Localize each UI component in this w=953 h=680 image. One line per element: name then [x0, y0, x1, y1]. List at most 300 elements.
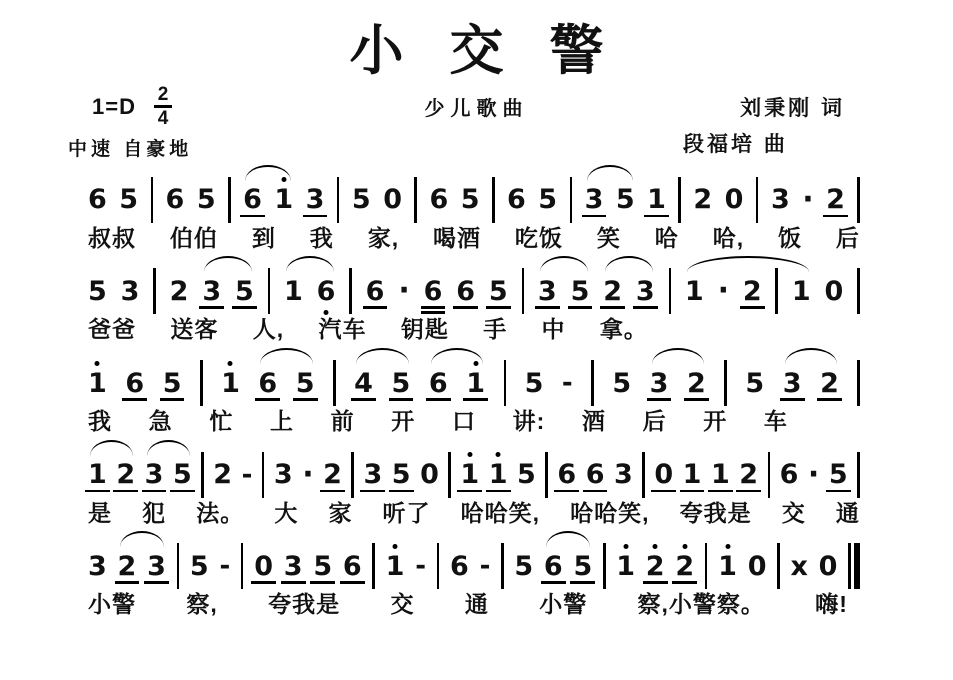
note: 1: [284, 275, 303, 307]
lyric-syllable: 到: [251, 224, 276, 251]
time-signature-denominator: 4: [157, 107, 169, 129]
underline-beam: [826, 490, 851, 493]
rest-note: 0: [420, 459, 439, 491]
barline: [857, 452, 860, 498]
underline-beam: [310, 581, 335, 584]
lyrics-line-1: [88, 225, 860, 253]
underline-beam: [535, 306, 560, 309]
underline-beam: [115, 581, 140, 584]
underline-beam: [199, 306, 224, 309]
lyric-syllable: 我: [309, 224, 334, 251]
barline: [153, 268, 156, 314]
barline: [349, 268, 352, 314]
note: 5: [514, 550, 534, 582]
slur-arc: [652, 348, 704, 364]
underline-beam: [240, 215, 265, 218]
underline-beam: [453, 306, 478, 309]
underline-beam: [486, 490, 511, 493]
octave-dot-above: [467, 452, 472, 457]
octave-dot-above: [682, 544, 687, 549]
note: 2: [739, 461, 758, 488]
note: 5: [612, 367, 632, 399]
barline: [678, 177, 681, 223]
lyrics-line-3: [88, 408, 788, 436]
rest-note: 0: [254, 553, 273, 580]
note: 2: [693, 184, 713, 216]
underline-beam: [647, 398, 672, 401]
note: 2: [687, 370, 706, 397]
augmentation-dot: ·: [398, 273, 410, 309]
lyric-syllable: 哈哈笑,: [570, 499, 650, 526]
duration-dash: -: [241, 459, 253, 490]
barline: [669, 268, 672, 314]
barline: [262, 452, 265, 498]
lyric-syllable: 中: [541, 316, 566, 343]
underline-beam: [541, 581, 566, 584]
note: 5: [489, 278, 508, 305]
barline: [724, 360, 727, 406]
slur-arc: [546, 531, 590, 547]
lyrics-line-5: [88, 591, 848, 619]
underline-beam: [600, 306, 625, 309]
lyric-syllable: 犯: [142, 499, 167, 526]
underline-beam: [426, 398, 451, 401]
note: 6: [779, 459, 799, 491]
note: 5: [829, 461, 848, 488]
underline-beam: [232, 306, 257, 309]
note: 3: [145, 461, 164, 488]
lyric-syllable: 哈哈笑,: [460, 499, 541, 526]
octave-dot-above: [623, 544, 628, 549]
note: 1: [683, 461, 702, 488]
slur-arc: [286, 256, 334, 272]
meta-row-2: [0, 128, 953, 161]
note: 1: [88, 370, 107, 397]
underline-beam: [255, 398, 280, 401]
underline-beam: [643, 581, 668, 584]
barline: [857, 177, 860, 223]
lyric-syllable: 急: [148, 408, 173, 435]
underline-beam: [568, 306, 593, 309]
note: 6: [586, 461, 605, 488]
slur-arc: [120, 531, 164, 547]
underline-beam: [160, 398, 185, 401]
notation-line-3: [88, 364, 860, 402]
note: 1: [221, 370, 240, 397]
augmentation-dot: ·: [717, 273, 729, 309]
underline-beam: [736, 490, 761, 493]
note: 6: [557, 461, 576, 488]
rest-note: 0: [383, 184, 402, 216]
lyric-syllable: 前: [330, 408, 355, 435]
underline-beam: [170, 490, 195, 493]
note: 6: [424, 278, 443, 305]
barline: [351, 452, 354, 498]
note: 3: [614, 459, 633, 491]
underline-beam: [708, 490, 733, 493]
note: 2: [603, 278, 622, 305]
octave-dot-above: [393, 544, 398, 549]
song-title: 小交警: [349, 21, 650, 81]
underline-beam: [582, 215, 607, 218]
note: 5: [88, 275, 107, 307]
note: 2: [743, 278, 762, 305]
barline: [777, 543, 780, 589]
duration-dash: -: [219, 551, 231, 582]
lyric-syllable: 家: [328, 499, 353, 526]
meta-row: [0, 85, 953, 128]
duration-dash: -: [415, 551, 427, 582]
slur-arc: [260, 348, 313, 364]
note: 3: [783, 370, 802, 397]
barline: [437, 543, 440, 589]
augmentation-dot: ·: [302, 456, 314, 492]
octave-dot-below: [324, 310, 329, 315]
note: 5: [351, 184, 371, 216]
slur-arc: [687, 256, 809, 272]
note: 2: [213, 459, 233, 491]
final-barline: [848, 543, 860, 589]
note: 5: [460, 184, 480, 216]
slur-arc: [356, 348, 409, 364]
note: 4: [354, 370, 373, 397]
note: 1: [647, 186, 666, 213]
lyric-syllable: 我: [88, 408, 112, 435]
lyric-syllable: 家,: [367, 224, 400, 251]
underline-beam: [389, 398, 414, 401]
lyric-syllable: 通: [835, 499, 860, 526]
underline-beam: [113, 490, 138, 493]
note: 1: [684, 275, 704, 307]
rest-note: 0: [747, 550, 767, 582]
underline-beam: [463, 398, 488, 401]
note: 6: [544, 553, 563, 580]
note: 6: [125, 370, 144, 397]
barline: [501, 543, 504, 589]
note: 5: [524, 367, 544, 399]
note: 3: [636, 278, 655, 305]
note: 6: [243, 186, 262, 213]
note: 2: [118, 553, 137, 580]
note: 2: [169, 275, 189, 307]
tempo-marking: 中速 自豪地: [68, 138, 193, 160]
note: 5: [538, 184, 558, 216]
note: 2: [820, 370, 839, 397]
augmentation-dot: ·: [802, 181, 814, 217]
lyric-syllable: 酒: [581, 408, 606, 435]
time-signature: [154, 85, 172, 128]
barline: [603, 543, 606, 589]
song-genre: 少儿歌曲: [424, 98, 529, 121]
note: 1: [386, 553, 405, 580]
barline: [522, 268, 525, 314]
note: 1: [88, 461, 107, 488]
lyric-syllable: 小警: [88, 591, 136, 618]
lyric-syllable: 哈: [654, 224, 679, 251]
underline-beam: [360, 490, 385, 493]
underline-beam: [320, 490, 345, 493]
octave-dot-above: [725, 544, 730, 549]
slur-arc: [431, 348, 483, 364]
lyric-syllable: 车: [763, 408, 788, 435]
note: 3: [363, 461, 382, 488]
slur-arc: [587, 165, 633, 181]
note: 1: [460, 461, 479, 488]
key-signature: 1=D: [92, 93, 136, 119]
note: 3: [88, 550, 107, 582]
lyrics-line-2: [88, 316, 648, 344]
note: 1: [274, 186, 293, 213]
underline-beam: [303, 215, 328, 218]
lyric-syllable: 汽车: [318, 316, 367, 343]
barline: [268, 268, 271, 314]
underline-beam: [780, 398, 805, 401]
lyric-syllable: 察,: [186, 591, 218, 618]
note: 2: [646, 553, 665, 580]
lyric-syllable: 钥匙: [400, 316, 449, 343]
lyric-syllable: 讲:: [512, 408, 546, 435]
lyric-syllable: 察,小警察。: [637, 591, 765, 618]
barline: [201, 452, 204, 498]
lyric-syllable: 通: [464, 591, 489, 618]
note: 3: [650, 370, 669, 397]
note: 5: [571, 278, 590, 305]
note: 5: [196, 184, 216, 216]
underline-beam: [680, 490, 705, 493]
note: 6: [165, 184, 185, 216]
barline: [372, 543, 375, 589]
underline-beam: [633, 306, 658, 309]
notation-systems: [88, 181, 860, 619]
lyric-syllable: 后: [642, 408, 667, 435]
lyric-syllable: 大: [274, 499, 299, 526]
note: 3: [770, 184, 790, 216]
lyric-syllable: 后: [835, 224, 860, 251]
lyric-syllable: 忙: [209, 408, 234, 435]
note: 5: [517, 459, 536, 491]
underline-beam: [583, 490, 608, 493]
underline-beam: [421, 306, 446, 309]
underline-beam: [644, 215, 669, 218]
lyric-syllable: 是: [88, 499, 112, 526]
note: 6: [456, 278, 475, 305]
note: 3: [120, 275, 140, 307]
note: 3: [306, 186, 325, 213]
key-and-time: [0, 85, 270, 128]
lyric-syllable: 送客: [170, 316, 219, 343]
octave-dot-above: [653, 544, 658, 549]
note: 1: [718, 553, 737, 580]
note: 6: [507, 184, 526, 216]
notation-line-2: [88, 272, 860, 310]
barline: [448, 452, 451, 498]
underline-beam: [281, 581, 306, 584]
lyric-syllable: 爸爸: [88, 316, 136, 343]
underline-beam: [486, 306, 511, 309]
rest-note: 0: [824, 275, 844, 307]
barline: [241, 543, 244, 589]
notation-line-5: [88, 547, 860, 585]
lyricist-credit: 刘秉刚 词: [740, 96, 845, 120]
underline-beam: [351, 398, 376, 401]
slur-arc: [785, 348, 837, 364]
lyric-syllable: 哈,: [712, 224, 745, 251]
rest-note: 0: [724, 184, 744, 216]
duration-dash: -: [561, 368, 573, 399]
note: 6: [88, 184, 107, 216]
composer-credit: 段福培 曲: [683, 132, 788, 156]
note: 5: [615, 184, 635, 216]
note: 2: [675, 553, 694, 580]
lyric-syllable: 开: [703, 408, 728, 435]
underline-beam: [672, 581, 697, 584]
lyric-syllable: 嗨!: [815, 591, 848, 618]
lyric-syllable: 吃饭: [514, 224, 563, 251]
lyrics-line-4: [88, 500, 860, 528]
note: 1: [489, 461, 508, 488]
note: 6: [258, 370, 277, 397]
augmentation-dot: ·: [807, 456, 820, 492]
barline: [337, 177, 340, 223]
lyric-syllable: 夸我是: [268, 591, 341, 618]
notation-line-4: [88, 456, 860, 494]
barline: [228, 177, 231, 223]
lyric-syllable: 小警: [539, 591, 588, 618]
barline: [200, 360, 203, 406]
slur-arc: [204, 256, 252, 272]
note: 2: [116, 461, 135, 488]
note: 5: [573, 553, 592, 580]
barline: [857, 360, 860, 406]
note: 6: [343, 553, 362, 580]
underline-beam: [651, 490, 676, 493]
note: 5: [235, 278, 254, 305]
underline-beam: [740, 306, 765, 309]
lyric-syllable: 法。: [196, 499, 245, 526]
note: 6: [366, 278, 385, 305]
slur-arc: [245, 165, 291, 181]
percussion-note: x: [790, 550, 808, 582]
note: 1: [791, 275, 811, 307]
note: 3: [147, 553, 166, 580]
note: 3: [202, 278, 221, 305]
note: 5: [392, 461, 411, 488]
slur-arc: [605, 256, 653, 272]
slur-arc: [147, 440, 190, 456]
lyric-syllable: 伯伯: [169, 224, 218, 251]
lyric-syllable: 拿。: [599, 316, 648, 343]
underline-beam: [389, 490, 414, 493]
underline-beam: [823, 215, 848, 218]
lyric-syllable: 上: [269, 408, 294, 435]
octave-dot-above: [496, 452, 501, 457]
underline-beam: [457, 490, 482, 493]
barline: [591, 360, 594, 406]
underline-beam: [293, 398, 318, 401]
note: 5: [173, 461, 192, 488]
lyric-syllable: 饭: [778, 224, 802, 251]
underline-beam: [554, 490, 579, 493]
barline: [333, 360, 336, 406]
barline: [545, 452, 548, 498]
note: 5: [313, 553, 332, 580]
lyric-syllable: 笑: [596, 224, 621, 251]
barline: [775, 268, 778, 314]
barline: [151, 177, 154, 223]
note: 5: [296, 370, 315, 397]
lyric-syllable: 开: [391, 408, 416, 435]
note: 3: [585, 186, 604, 213]
underline-beam: [570, 581, 595, 584]
note: 6: [450, 550, 469, 582]
slur-arc: [540, 256, 588, 272]
underline-beam: [85, 490, 110, 493]
lyric-syllable: 叔叔: [88, 224, 136, 251]
rest-note: 0: [654, 461, 673, 488]
lyric-syllable: 听了: [382, 499, 431, 526]
barline: [705, 543, 708, 589]
octave-dot-above: [95, 361, 100, 366]
lyric-syllable: 手: [483, 316, 508, 343]
underline-beam: [684, 398, 709, 401]
barline: [642, 452, 645, 498]
lyric-syllable: 人,: [252, 316, 285, 343]
underline-beam: [817, 398, 842, 401]
note: 2: [826, 186, 845, 213]
barline: [177, 543, 180, 589]
lyric-syllable: 交: [781, 499, 806, 526]
time-signature-numerator: 2: [157, 84, 169, 106]
note: 1: [466, 370, 485, 397]
barline: [756, 177, 759, 223]
lyric-syllable: 口: [451, 408, 476, 435]
underline-beam: [144, 581, 169, 584]
note: 6: [317, 278, 336, 305]
note: 5: [163, 370, 182, 397]
barline: [492, 177, 495, 223]
barline: [570, 177, 573, 223]
note: 5: [392, 370, 411, 397]
underline-beam: [122, 398, 147, 401]
lyric-syllable: 喝酒: [433, 224, 481, 251]
notation-line-1: [88, 181, 860, 219]
lyric-syllable: 夸我是: [679, 499, 752, 526]
slur-arc: [90, 440, 133, 456]
note: 6: [429, 370, 448, 397]
note: 3: [284, 553, 303, 580]
note: 1: [711, 461, 730, 488]
note: 3: [273, 459, 293, 491]
note: 3: [538, 278, 557, 305]
lyric-syllable: 交: [390, 591, 415, 618]
note: 5: [745, 367, 765, 399]
barline: [857, 268, 860, 314]
note: 5: [119, 184, 139, 216]
underline-beam: [340, 581, 365, 584]
octave-dot-above: [228, 361, 233, 366]
note: 6: [429, 184, 449, 216]
note: 2: [323, 461, 342, 488]
underline-beam: [251, 581, 276, 584]
note: 5: [189, 550, 209, 582]
barline: [768, 452, 771, 498]
barline: [504, 360, 507, 406]
note: 1: [616, 553, 635, 580]
underline-beam: [421, 311, 446, 314]
duration-dash: -: [479, 551, 491, 582]
underline-beam: [363, 306, 388, 309]
barline: [414, 177, 417, 223]
